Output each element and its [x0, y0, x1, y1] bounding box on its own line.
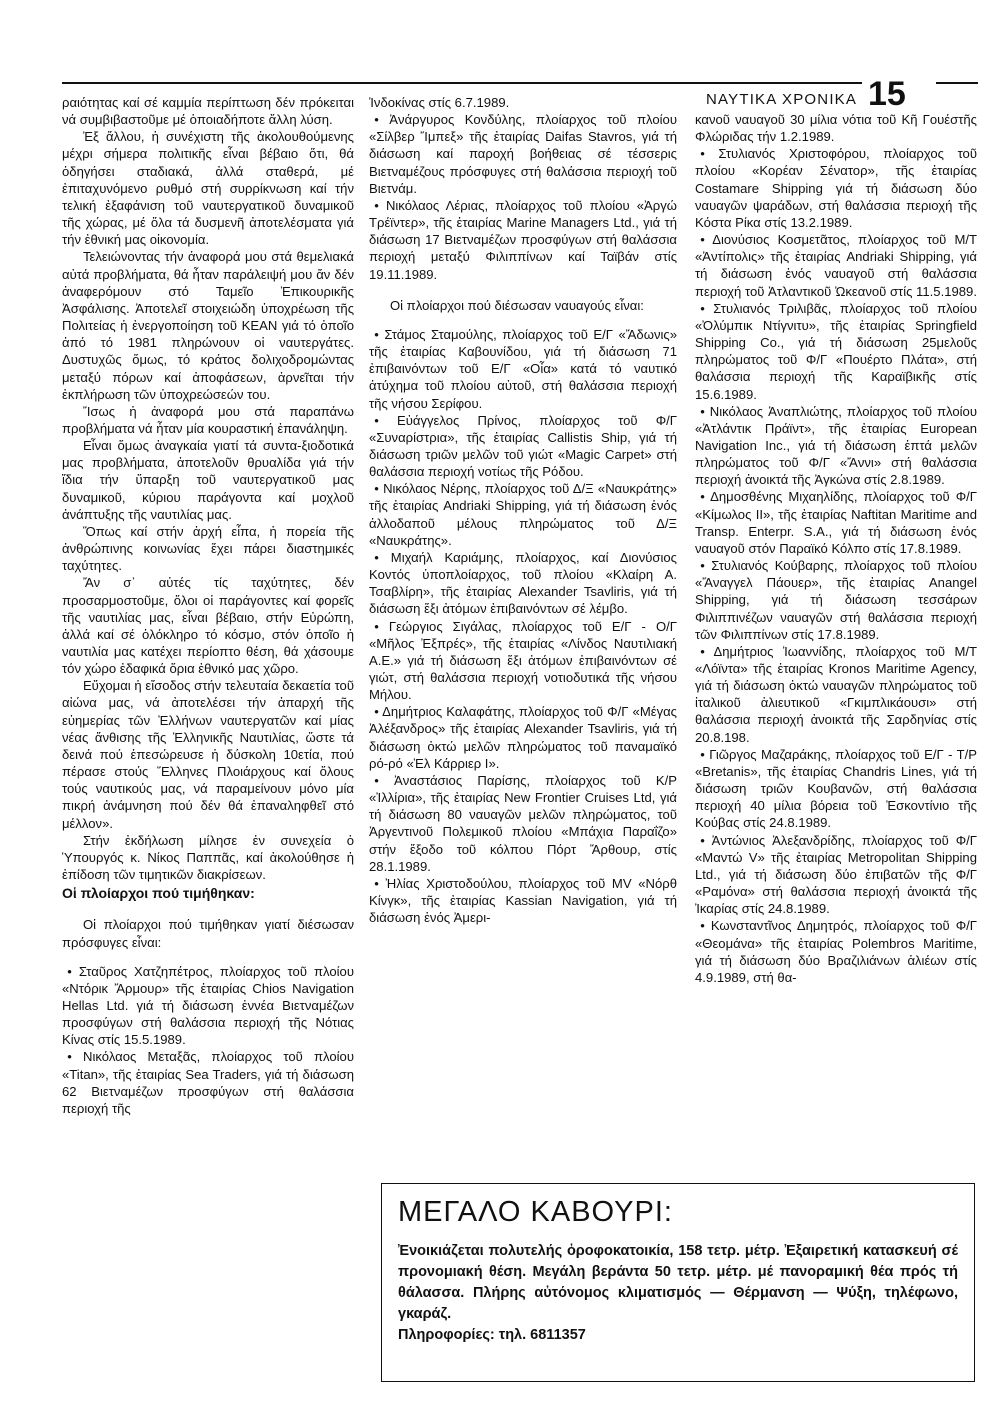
paragraph: Εὔχομαι ἡ εἴσοδος στήν τελευταία δεκαετία τοῦ αἰώνα μας, νά ἀποτελέσει τήν ἀπαρχή τῆς εὐημερίας τῶν Ἑλλήνων ναυτεργατῶν καί μίας νέας ἄνθισης τῆς Ἑλληνικῆς Ναυτιλίας, ὥστε τά δεινά πού ἐπεσώρευσε ἡ δύσκολη 10ετία, πού πέρασε στούς Ἕλληνες Πλοιάρχους καί ὅλους τούς ναυτικούς μας, νά παραμείνουν μόνο μία πικρή ἀνάμνηση πού δέν θά ἐπαναληφθεῖ στό μέλλον». — [62, 678, 354, 831]
list-item: • Ἀνάργυρος Κονδύλης, πλοίαρχος τοῦ πλοίου «Σίλβερ Ἴμπεξ» τῆς ἐταιρίας Daifas Stavros, γιά τή διάσωση καί παροχή βοήθειας σέ τέσσερις Βιετναμέζους πρόσφυγες στή θαλάσσια περιοχή τοῦ Βιετνάμ. — [369, 112, 677, 196]
paragraph: Εἶναι ὅμως ἀναγκαία γιατί τά συντα-ξιοδοτικά μας προβλήματα, ἀποτελοῦν θρυαλίδα γιά τήν ἴδια τήν ὕπαρξη τοῦ ναυτεργατικοῦ μας δυναμικοῦ, κύριου παράγοντα καί μοχλοῦ ἀνάπτυξης τῆς ναυτιλίας μας. — [62, 438, 354, 522]
list-item: • Νικόλαος Λέριας, πλοίαρχος τοῦ πλοίου «Ἀργώ Τρέϊντερ», τῆς ἐταιρίας Marine Managers Ltd., γιά τή διάσωση 17 Βιετναμέζων προσφύγων στή θαλάσσια περιοχή μεταξύ Φιλιππίνων καί Ταϊβάν στίς 19.11.1989. — [369, 197, 677, 282]
paragraph: Ἰνδοκίνας στίς 6.7.1989. — [369, 95, 510, 110]
page-number: 15 — [868, 75, 906, 113]
ad-title: ΜΕΓΑΛΟ ΚΑΒΟΥΡΙ: — [398, 1196, 673, 1228]
article-column-3 — [695, 111, 977, 986]
article-column-2 — [369, 94, 677, 926]
list-item: • Γεώργιος Σιγάλας, πλοίαρχος τοῦ Ε/Γ - Ο/Γ «Μῆλος Ἐξπρές», τῆς ἐταιρίας «Λίνδος Ναυτιλιακή Α.Ε.» γιά τή διάσωση ἕξι ἀτόμων ἐπιβαινόντων σέ γιώτ, στή θαλάσσια περιοχή νοτιοδυτικά τῆς νήσου Μήλου. — [369, 618, 677, 703]
section-heading: Οἱ πλοίαρχοι πού τιμήθηκαν: — [62, 885, 255, 902]
list-item: • Δημήτριος Καλαφάτης, πλοίαρχος τοῦ Φ/Γ «Μέγας Ἀλέξανδρος» τῆς ἐταιρίας Alexander Tsavliris, γιά τή διάσωση ὀκτώ μελῶν πληρώματος τοῦ παναμαϊκό ρό-ρό «Ἑλ Κάρριερ Ι». — [369, 704, 677, 771]
paragraph: Ἴσως ἡ ἀναφορά μου στά παραπάνω προβλήματα νά ἦταν μία κουραστική ἐπανάληψη. — [62, 403, 354, 436]
list-item: • Γιῶργος Μαζαράκης, πλοίαρχος τοῦ Ε/Γ - Τ/Ρ «Bretanis», τῆς ἐταιρίας Chandris Lines, γιά τή διάσωση τριῶν Κουβανῶν, στή θαλάσσια περιοχή 40 μίλια βόρεια τοῦ Ἐσκοντίνιο τῆς Κούβας στίς 24.8.1989. — [695, 746, 977, 831]
list-item: • Νικόλαος Νέρης, πλοίαρχος τοῦ Δ/Ξ «Ναυκράτης» τῆς ἐταιρίας Andriaki Shipping, γιά τή διάσωση ἑνός ἀλλοδαποῦ μέλους πληρώματος τοῦ Δ/Ξ «Ναυκράτης». — [369, 481, 677, 548]
list-item: • Δημοσθένης Μιχαηλίδης, πλοίαρχος τοῦ Φ/Γ «Κίμωλος ΙΙ», τῆς ἐταιρίας Naftitan Maritime and Transp. Enterpr. S.A., γιά τή διάσωση ἑνός ναυαγοῦ στόν Παραϊκό Κόλπο στίς 17.8.1989. — [695, 489, 977, 556]
list-item: • Ἀναστάσιος Παρίσης, πλοίαρχος τοῦ Κ/Ρ «Ἰλλίρια», τῆς ἐταιρίας New Frontier Cruises Ltd, γιά τή διάσωση 80 ναυαγῶν μελῶν πληρώματος, τοῦ Ἀργεντινοῦ Πολεμικοῦ πλοίου «Μπάχια Παραΐζο» στήν ἔξοδο τοῦ κόλπου Πόρτ Ἄρθουρ, στίς 28.1.1989. — [369, 772, 677, 874]
list-item: • Ἀντώνιος Ἀλεξανδρίδης, πλοίαρχος τοῦ Φ/Γ «Μαντώ V» τῆς ἐταιρίας Metropolitan Shipping Ltd., γιά τή διάσωση δύο ἐπιβατῶν τῆς Φ/Γ «Ραμόνα» στή θαλάσσια περιοχή ἀνοικτά τῆς Ἰκαρίας στίς 24.8.1989. — [695, 832, 977, 917]
ad-contact: Πληροφορίες: τηλ. 6811357 — [398, 1327, 586, 1343]
article-column-1 — [62, 94, 354, 1117]
list-item: • Στάμος Σταμούλης, πλοίαρχος τοῦ Ε/Γ «Ἄδωνις» τῆς ἐταιρίας Καβουνίδου, γιά τή διάσωση 71 ἐπιβαινόντων τοῦ Ε/Γ «Οἶα» κατά τό ναυτικό ἀτύχημα τοῦ πλοίου αὐτοῦ, στή θαλάσσια περιοχή τῆς νήσου Σερίφου. — [369, 326, 677, 411]
list-item: • Στυλιανός Χριστοφόρου, πλοίαρχος τοῦ πλοίου «Κορέαν Σένατορ», τῆς ἐταιρίας Costamare Shipping γιά τή διάσωση δύο ναυαγῶν ψαράδων, στή θαλάσσια περιοχή τῆς Κόστα Ρίκα στίς 13.2.1989. — [695, 146, 977, 230]
list-item: • Στυλιανός Κούβαρης, πλοίαρχος τοῦ πλοίου «Ἄναγγελ Πάουερ», τῆς ἐταιρίας Anangel Shipping, γιά τή διάσωση τεσσάρων Φιλιππινέζων ναυαγῶν στή θαλάσσια περιοχή τῶν Φιλιππίνων στίς 17.8.1989. — [695, 558, 977, 642]
classified-advertisement — [381, 1183, 975, 1382]
paragraph: Ἄν σ᾽ αὐτές τίς ταχύτητες, δέν προσαρμοστοῦμε, ὅλοι οἱ παράγοντες καί φορεῖς τῆς ναυτιλίας μας, εἶναι βέβαιο, στήν Εὐρώπη, ἀλλά καί σέ ὁλόκληρο τό κόσμο, στόν ὁποῖο ἡ ναυτιλία μας κατέχει περίοπτο θέση, θά χάσουμε τόν χώρο ἐδαφικά ὅρια ἐθνικό μας χῶρο. — [62, 575, 354, 677]
publication-title: ΝΑΥΤΙΚΑ ΧΡΟΝΙΚΑ — [706, 91, 858, 108]
paragraph: Οἱ πλοίαρχοι πού τιμήθηκαν γιατί διέσωσαν πρόσφυγες εἶναι: — [62, 917, 354, 950]
paragraph: κανοῦ ναυαγοῦ 30 μίλια νότια τοῦ Κῆ Γουέστῆς Φλώριδας τήν 1.2.1989. — [695, 112, 977, 145]
paragraph: Ὅπως καί στήν ἀρχή εἶπα, ἡ πορεία τῆς ἀνθρώπινης κοινωνίας ἔχει πάρει διαστημικές ταχύτητες. — [62, 523, 354, 574]
list-item: • Κωνσταντῖνος Δημητρός, πλοίαρχος τοῦ Φ/Γ «Θεομάνα» τῆς ἐταιρίας Polembros Maritime, γιά τή διάσωση δύο Βραζιλιάνων ἁλιέων στίς 4.9.1989, στή θα- — [695, 918, 977, 985]
list-item: • Διονύσιος Κοσμετᾶτος, πλοίαρχος τοῦ Μ/Τ «Ἀντίπολις» τῆς ἐταιρίας Andriaki Shipping, γιά τή διάσωση ἑνός ναυαγοῦ στή θαλάσσια περιοχή τοῦ Ἀτλαντικοῦ Ὠκεανοῦ στίς 11.5.1989. — [695, 232, 977, 299]
list-item: • Ἠλίας Χριστοδούλου, πλοίαρχος τοῦ MV «Νόρθ Κίνγκ», τῆς ἐταιρίας Kassian Navigation, γιά τή διάσωση ἑνός Ἀμερι- — [369, 875, 677, 926]
list-item: • Μιχαήλ Καριάμης, πλοίαρχος, καί Διονύσιος Κοντός ὑποπλοίαρχος, τοῦ πλοίου «Κλαίρη Α. Τσαβλίρη», τῆς ἐταιρίας Alexander Tsavliris, γιά τή διάσωση ἕξι ἀτόμων ἐπιβαινόντων σέ λέμβο. — [369, 549, 677, 617]
list-item: • Νικόλαος Ἀναπλιώτης, πλοίαρχος τοῦ πλοίου «Ἀτλάντικ Πράϊντ», τῆς ἐταιρίας European Navigation Inc., γιά τή διάσωση ἑπτά μελῶν πληρώματος τοῦ Φ/Γ «Ἄννι» στή θαλάσσια περιοχή ἀνοικτά τῆς Ἀγκώνα στίς 2.8.1989. — [695, 403, 977, 488]
paragraph: Ἐξ ἄλλου, ἡ συνέχιστη τῆς ἀκολουθούμενης μέχρι σήμερα πολιτικῆς εἶναι βέβαιο ὅτι, θά ὁδηγήσει σταδιακά, ἀλλά σταθερά, μέ ἐπιταχυνόμενο ρυθμό στή συρρίκνωση καί τήν τελική ἐξαφάνιση τοῦ ναυτεργατικοῦ δυναμικοῦ τῆς χώρας, μέ ὅλα τά δυσμενῆ ἀποτελέσματα γιά τήν ἐθνική μας οἰκονομία. — [62, 129, 354, 248]
list-item: • Νικόλαος Μεταξᾶς, πλοίαρχος τοῦ πλοίου «Titan», τῆς ἐταιρίας Sea Traders, γιά τή διάσωση 62 Βιετναμέζων προσφύγων στή θαλάσσια περιοχή τῆς — [62, 1049, 354, 1116]
list-item: • Εὐάγγελος Πρίνος, πλοίαρχος τοῦ Φ/Γ «Συναρίστρια», τῆς ἐταιρίας Callistis Ship, γιά τή διάσωση τριῶν μελῶν τοῦ γιώτ «Magic Carpet» στή θαλάσσια περιοχή νοτίως τῆς Ρόδου. — [369, 412, 677, 480]
ad-text: Ἐνοικιάζεται πολυτελής ὀροφοκατοικία, 158 τετρ. μέτρ. Ἐξαιρετική κατασκευή σέ προνομιακή θέση. Μεγάλη βεράντα 50 τετρ. μέτρ. μέ πανοραμική θέα πρός τή θάλασσα. Πλήρης αὐτόνομος κλιματισμός — Θέρμανση — Ψύξη, τηλέφωνο, γκαράζ. — [398, 1243, 958, 1322]
list-item: • Στυλιανός Τριλιβᾶς, πλοίαρχος τοῦ πλοίου «Ὀλύμπικ Ντίγνιτυ», τῆς ἐταιρίας Springfield Shipping Co., γιά τή διάσωση 25μελοῦς πληρώματος τοῦ Φ/Γ «Πουέρτο Πλάτα», στή θαλάσσια περιοχή τῆς Καραϊβικῆς στίς 15.6.1989. — [695, 300, 977, 402]
paragraph: Τελειώνοντας τήν ἀναφορά μου στά θεμελιακά αὐτά προβλήματα, θά ἦταν παράλειψή μου ἄν δέν ἀναφερόμουν στό Ταμεῖο Ἐπικουρικῆς Ἀσφάλισης. Ἀποτελεῖ στοιχειώδη ὑποχρέωση τῆς Πολιτείας ἡ ἐνεργοποίηση τοῦ ΚΕΑΝ γιά τό ὁποῖο ἀπό τό 1981 πληρώνουν οἱ ναυτεργάτες. Δυστυχῶς ὅμως, τό κράτος δολιχοδρομώντας μεταξύ πόρων καί ἀποφάσεων, ἀρνεῖται τήν ἐκπλήρωση τῶν ὑποχρεώσεών του. — [62, 249, 354, 402]
list-item: • Δημήτριος Ἰωαννίδης, πλοίαρχος τοῦ Μ/Τ «Λόϊντα» τῆς ἐταιρίας Kronos Maritime Agency, γιά τή διάσωση ὀκτώ ναυαγῶν πληρώματος τοῦ ἰταλικοῦ ἁλιευτικοῦ «Γκιμπλικάουσι» στή θαλάσσια περιοχή ἀνοικτά τῆς Σαρδηνίας στίς 20.8.198. — [695, 643, 977, 745]
paragraph: Οἱ πλοίαρχοι πού διέσωσαν ναυαγούς εἶναι: — [389, 297, 644, 313]
paragraph: Στήν ἐκδήλωση μίλησε ἐν συνεχεία ὁ Ὑπουργός κ. Νίκος Παππᾶς, καί ἀκολούθησε ἡ ἐπίδοση τῶν τιμητικῶν διακρίσεων. — [62, 832, 354, 883]
paragraph: ραιότητας καί σέ καμμία περίπτωση δέν πρόκειται νά συμβιβαστοῦμε μέ ὁποιαδήποτε ἄλλη λύση. — [62, 95, 354, 128]
ad-body — [398, 1241, 958, 1346]
list-item: • Σταῦρος Χατζηπέτρος, πλοίαρχος τοῦ πλοίου «Ντόρικ Ἄρμουρ» τῆς ἐταιρίας Chios Navigation Hellas Ltd. γιά τή διάσωση ἐννέα Βιετναμέζων προσφύγων στή θαλάσσια περιοχή τῆς Νότιας Κίνας στίς 15.5.1989. — [62, 963, 354, 1048]
